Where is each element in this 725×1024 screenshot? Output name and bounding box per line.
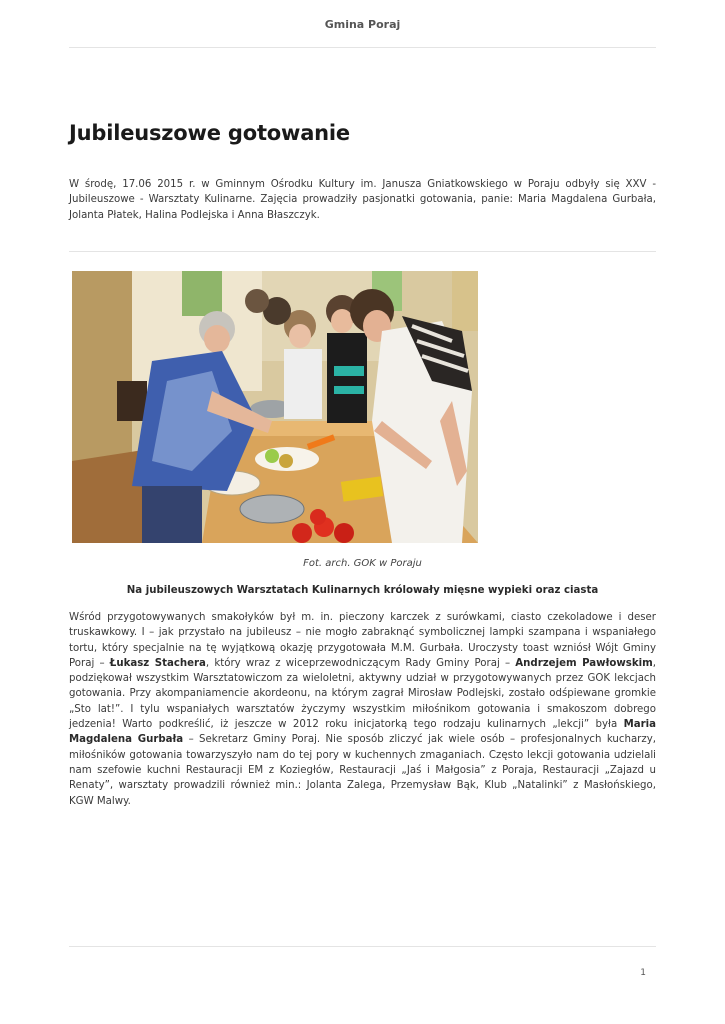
article-body — [69, 610, 656, 809]
body-text-part-2: , który wraz z wiceprzewodniczącym Rady Gminy Poraj – — [205, 657, 516, 669]
photo-caption: Fot. arch. GOK w Poraju — [303, 558, 422, 569]
body-text-part-1: Wśród przygotowywanych smakołyków był m. in. pieczony karczek z surówkami, ciasto czekoladowe i deser truskawkowy. I – jak przystało na jubileusz – nie mogło zabraknąć symbolicznej lampki szampana i wspaniałego tortu, który specjalnie na tę wyjątkową okazję przygotowała M.M. Gurbała. Uroczysty toast wzniósł Wójt Gminy Poraj – — [69, 612, 656, 669]
article-intro: W środę, 17.06 2015 r. w Gminnym Ośrodku Kultury im. Janusza Gniatkowskiego w Poraju odbyły się XXV - Jubileuszowe - Warsztaty Kulinarne. Zajęcia prowadziły pasjonatki gotowania, panie: Maria Magdalena Gurbała, Jolanta Płatek, Halina Podlejska i Anna Błaszczyk. — [69, 179, 656, 221]
body-text-part-3: , podziękował wszystkim Warsztatowiczom za wieloletni, aktywny udział w przygotowywanych przez GOK lekcjach gotowania. Przy akompaniamencie akordeonu, na którym zagrał Mirosław Podlejski, zostało odśpiewane gromkie „Sto lat!”. I tylu wspaniałych warsztatów życzymy wszystkim miłośnikom gotowania i smakoszom dobrego jedzenia! Warto podkreślić, iż jeszcze w 2012 roku inicjatorką tego rodzaju kulinarnych „lekcji” była — [69, 657, 656, 731]
page-number: 1 — [640, 968, 646, 978]
article-title: Jubileuszowe gotowanie — [69, 121, 350, 145]
article-subheading: Na jubileuszowych Warsztatach Kulinarnych królowały mięsne wypieki oraz ciasta — [126, 585, 599, 596]
body-text-part-4: – Sekretarz Gminy Poraj. Nie sposób zliczyć jak wiele osób – profesjonalnych kucharzy, miłośników gotowania towarzyszyło nam do tej pory w kuchennych zmaganiach. Często lekcji gotowania udzielali nam szefowie kuchni Restauracji EM z Koziegłów, Restauracji „Jaś i Małgosia” z Poraja, Restauracji „Zajazd u Renaty”, warsztaty prowadzili również min.: Jolanta Zalega, Przemysław Bąk, Klub „Natalinki” z Masłońskiego, KGW Malwy. — [69, 734, 656, 807]
photo-illustration — [72, 271, 478, 543]
header-divider — [69, 47, 656, 48]
footer-divider — [69, 946, 656, 947]
site-name: Gmina Poraj — [324, 18, 401, 31]
person-name-andrzej-pawlowski: Andrzejem Pawłowskim — [515, 657, 653, 669]
content-divider — [69, 251, 656, 252]
person-name-lukasz-stachera: Łukasz Stachera — [109, 657, 206, 669]
person-name-maria-magdalena-gurbala: Maria Magdalena Gurbała — [69, 719, 656, 746]
cooking-workshop-photo — [72, 271, 478, 543]
